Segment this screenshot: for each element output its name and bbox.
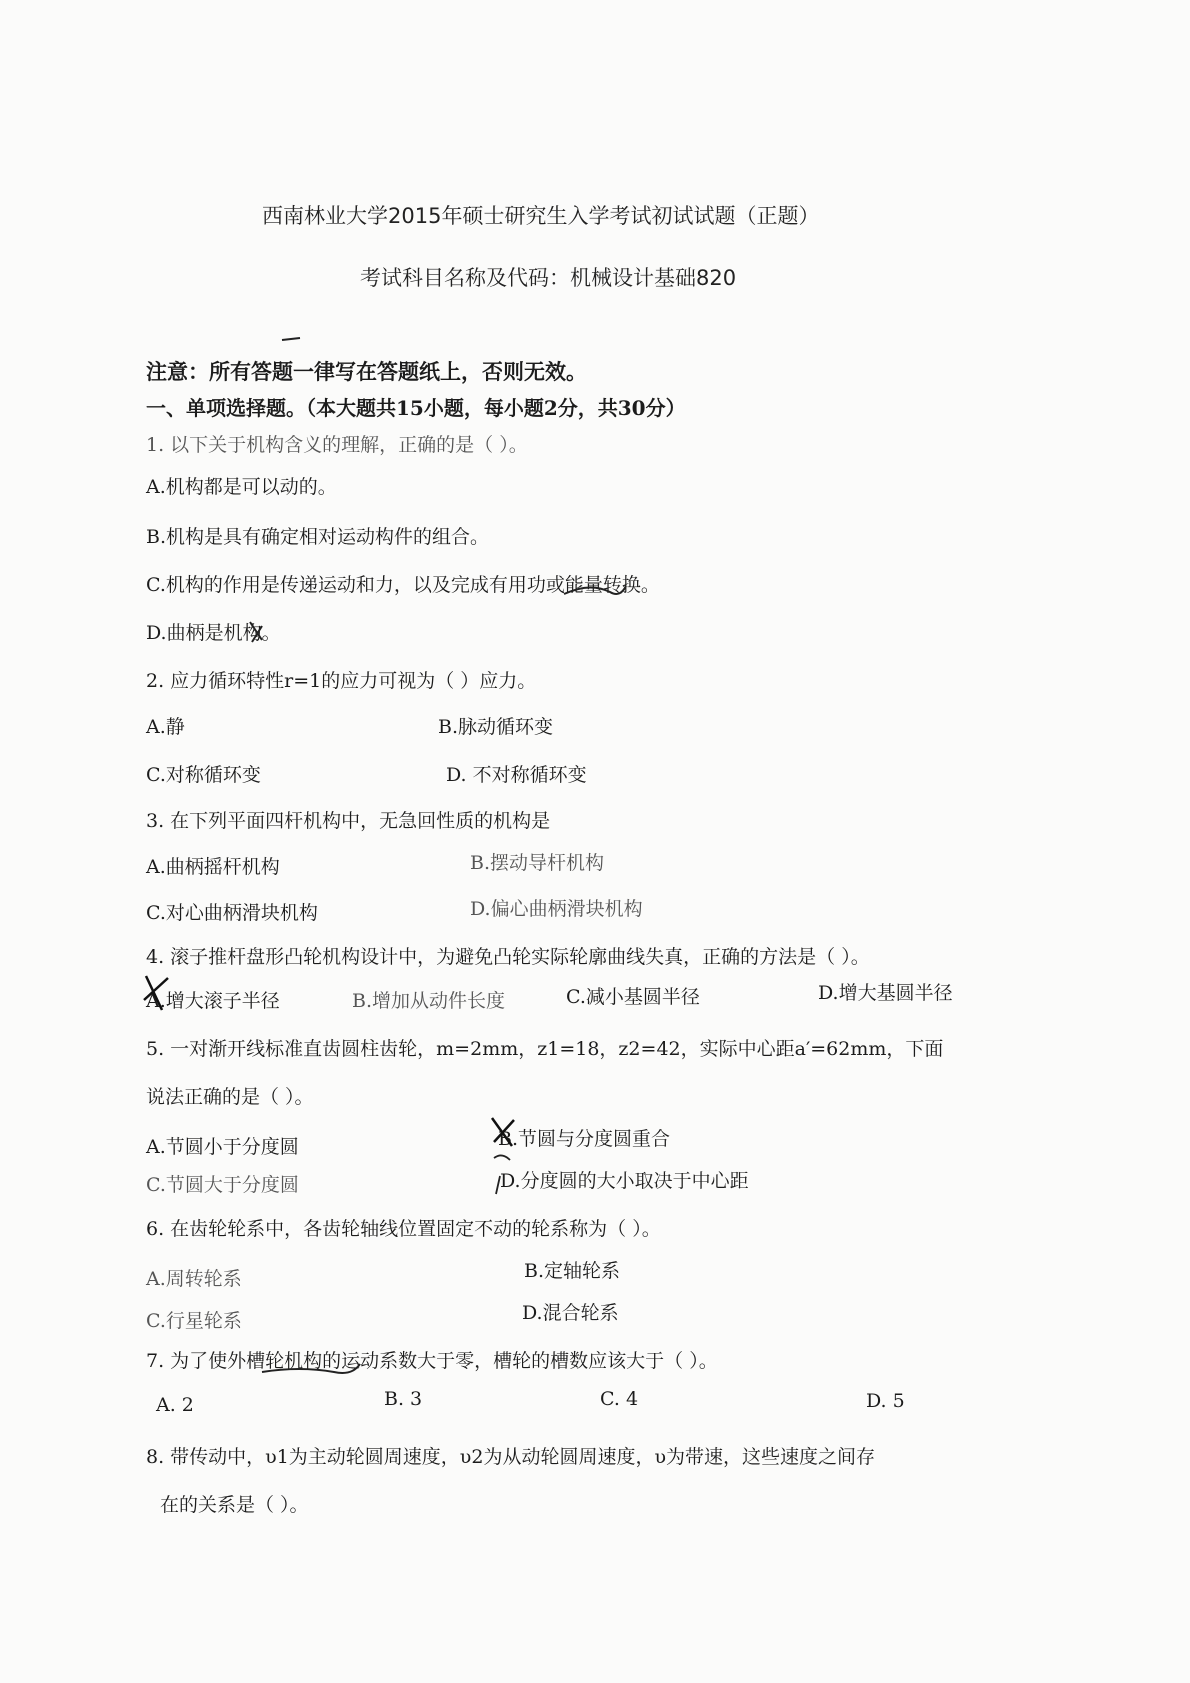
question-8-stem: 8. 带传动中，υ1为主动轮圆周速度，υ2为从动轮圆周速度，υ为带速，这些速度之间存 — [146, 1446, 875, 1468]
question-6-option-a: A.周转轮系 — [146, 1268, 242, 1290]
question-1-option-b: B.机构是具有确定相对运动构件的组合。 — [146, 526, 490, 548]
question-6-option-d: D.混合轮系 — [522, 1302, 619, 1324]
question-7-option-c: C. 4 — [600, 1388, 639, 1410]
question-1-option-a: A.机构都是可以动的。 — [146, 476, 337, 498]
handwritten-x-mark-q5 — [492, 1118, 514, 1146]
exam-title: 西南林业大学2015年硕士研究生入学考试初试试题（正题） — [262, 204, 820, 228]
question-3-option-d: D.偏心曲柄滑块机构 — [470, 898, 643, 920]
question-2-stem: 2. 应力循环特性r=1的应力可视为（ ）应力。 — [146, 670, 537, 692]
question-5-option-c: C.节圆大于分度圆 — [146, 1174, 299, 1196]
question-4-option-d: D.增大基圆半径 — [818, 982, 953, 1004]
question-7-option-b: B. 3 — [384, 1388, 423, 1410]
question-5-option-d: D.分度圆的大小取决于中心距 — [500, 1170, 749, 1192]
question-8-stem-continued: 在的关系是（ ）。 — [160, 1494, 309, 1516]
question-5-option-a: A.节圆小于分度圆 — [146, 1136, 299, 1158]
question-5-stem-continued: 说法正确的是（ ）。 — [146, 1086, 314, 1108]
question-4-option-b: B.增加从动件长度 — [352, 990, 506, 1012]
question-5-option-b: B.节圆与分度圆重合 — [498, 1128, 671, 1150]
question-3-option-a: A.曲柄摇杆机构 — [146, 856, 280, 878]
question-6-stem: 6. 在齿轮轮系中，各齿轮轴线位置固定不动的轮系称为（ ）。 — [146, 1218, 661, 1240]
question-6-option-b: B.定轴轮系 — [524, 1260, 621, 1282]
question-3-option-c: C.对心曲柄滑块机构 — [146, 902, 318, 924]
question-2-option-a: A.静 — [146, 716, 185, 738]
question-3-option-b: B.摆动导杆机构 — [470, 852, 605, 874]
question-2-option-b: B.脉动循环变 — [438, 716, 554, 738]
section-heading: 一、单项选择题。（本大题共15小题，每小题2分，共30分） — [146, 396, 686, 420]
exam-subject: 考试科目名称及代码：机械设计基础820 — [360, 266, 737, 290]
question-6-option-c: C.行星轮系 — [146, 1310, 242, 1332]
question-7-option-d: D. 5 — [866, 1390, 905, 1412]
question-1-stem: 1. 以下关于机构含义的理解，正确的是（ ）。 — [146, 434, 528, 456]
handwritten-dash — [282, 338, 300, 340]
handwritten-underline — [564, 586, 626, 594]
handwritten-x-mark-q4 — [144, 976, 168, 1010]
question-7-option-a: A. 2 — [156, 1394, 194, 1416]
handwritten-x-mark — [250, 622, 262, 642]
question-4-option-a: A.增大滚子半径 — [146, 990, 280, 1012]
handwritten-underline-q7 — [262, 1364, 360, 1373]
notice: 注意：所有答题一律写在答题纸上，否则无效。 — [146, 359, 587, 384]
question-2-option-c: C.对称循环变 — [146, 764, 261, 786]
question-5-stem: 5. 一对渐开线标准直齿圆柱齿轮，m=2mm，z1=18，z2=42，实际中心距a′=62mm，下面 — [146, 1038, 944, 1060]
question-4-stem: 4. 滚子推杆盘形凸轮机构设计中，为避免凸轮实际轮廓曲线失真，正确的方法是（ ）。 — [146, 946, 870, 968]
handwritten-hook — [494, 1155, 510, 1194]
question-2-option-d: D. 不对称循环变 — [446, 764, 587, 786]
question-1-option-d: D.曲柄是机构。 — [146, 622, 281, 644]
question-1-option-c: C.机构的作用是传递运动和力，以及完成有用功或能量转换。 — [146, 574, 660, 596]
question-4-option-c: C.减小基圆半径 — [566, 986, 700, 1008]
question-7-stem: 7. 为了使外槽轮机构的运动系数大于零，槽轮的槽数应该大于（ ）。 — [146, 1350, 718, 1372]
question-3-stem: 3. 在下列平面四杆机构中，无急回性质的机构是 — [146, 810, 551, 832]
